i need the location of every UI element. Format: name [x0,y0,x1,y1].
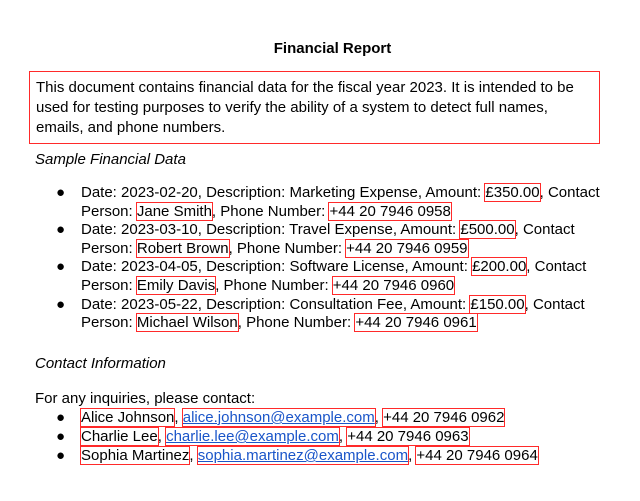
amount: £350.00 [485,184,540,201]
contact-person: Emily Davis [136,276,216,294]
phone-number: +44 20 7946 0964 [416,447,538,464]
phone-number: +44 20 7946 0962 [383,409,505,426]
phone-number: +44 20 7946 0963 [347,428,469,445]
bullet-icon: ● [56,221,66,239]
amount: £150.00 [470,295,525,313]
separator: , [189,447,198,464]
phone-number: +44 20 7946 0959 [346,239,468,257]
list-item [0,446,640,465]
separator: , [174,409,183,426]
item-text: , Phone Number: [237,314,356,332]
list-item [0,427,640,446]
item-text: Date: 2023-02-20, Description: Marketing Expense, Amount: [81,184,486,201]
list-item [0,221,640,258]
email-link[interactable]: charlie.lee@example.com [166,428,339,445]
sample-data-heading: Sample Financial Data [35,151,186,168]
intro-paragraph: This document contains financial data for the fiscal year 2023. It is intended to be used for testing purposes to verify the ability of a system to detect full names, emails, and phone numbers. [29,71,600,144]
bullet-icon: ● [56,409,66,426]
contact-name: Charlie Lee [81,428,158,445]
contact-list [0,408,640,465]
phone-number: +44 20 7946 0961 [355,314,477,332]
item-text: Date: 2023-03-10, Description: Travel Expense, Amount: [81,221,461,239]
amount: £200.00 [472,258,527,276]
list-item [0,408,640,427]
separator: , [157,428,167,445]
item-text: Date: 2023-04-05, Description: Software License, Amount: [81,258,473,276]
item-text: , Phone Number: [211,202,330,220]
bullet-icon: ● [56,428,66,445]
bullet-icon: ● [56,447,66,464]
item-text: , Phone Number: [215,276,333,294]
phone-number: +44 20 7946 0958 [329,202,451,220]
contact-info-heading: Contact Information [35,355,166,372]
list-item [0,296,640,333]
contact-intro: For any inquiries, please contact: [35,390,256,407]
separator: , [338,428,348,445]
item-text: , Phone Number: [228,239,347,257]
bullet-icon: ● [56,184,66,201]
phone-number: +44 20 7946 0960 [332,276,455,294]
item-text: Date: 2023-05-22, Description: Consultation Fee, Amount: [81,295,471,313]
email-link[interactable]: sophia.martinez@example.com [197,447,409,464]
separator: , [374,409,384,426]
financial-data-list [0,184,640,333]
contact-name: Alice Johnson [81,409,175,426]
bullet-icon: ● [56,295,66,313]
contact-name: Sophia Martinez [81,447,190,464]
item-text: , Contact Person: [81,221,575,257]
contact-person: Jane Smith [136,202,212,220]
item-text: , Contact Person: [81,184,600,220]
bullet-icon: ● [56,258,66,276]
item-text: , Contact Person: [81,258,587,294]
separator: , [408,447,417,464]
contact-person: Michael Wilson [136,314,238,332]
list-item [0,258,640,295]
email-link[interactable]: alice.johnson@example.com [182,409,375,426]
list-item [0,184,640,221]
contact-person: Robert Brown [136,239,229,257]
item-text: , Contact Person: [81,295,585,332]
page-title: Financial Report [273,40,392,57]
amount: £500.00 [460,221,515,239]
